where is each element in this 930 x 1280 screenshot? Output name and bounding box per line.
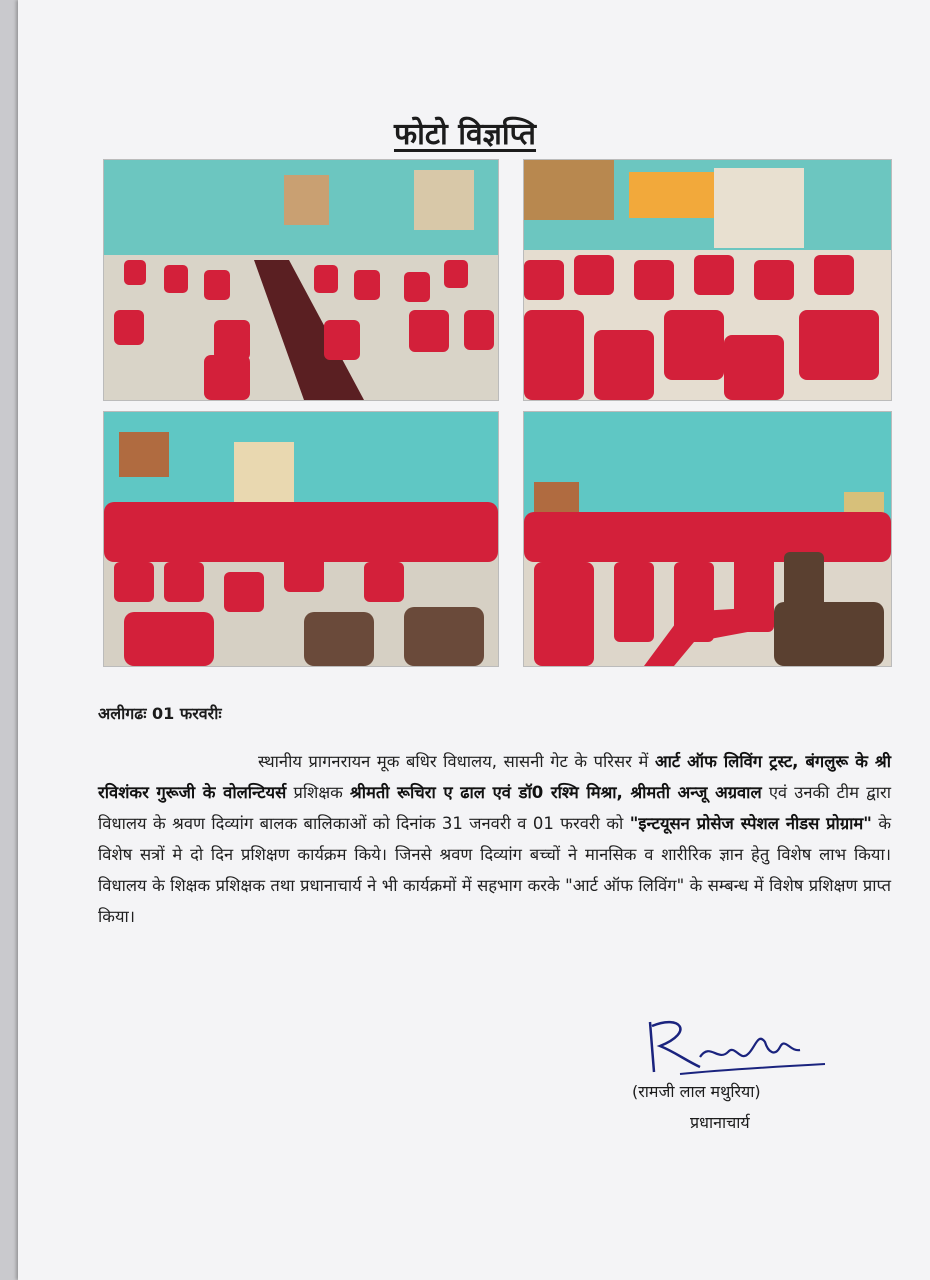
body-text-2: प्रशिक्षक (293, 783, 343, 802)
body-bold-1: आर्ट ऑफ लिविंग ट्रस्ट, बंगलुरू के श्री रविशंकर गुरूजी के वोलन्टियर्स (98, 752, 891, 802)
photo-students-facing-trainers (523, 159, 892, 401)
photo-students-standing-exercise (523, 411, 892, 667)
dateline: अलीगढः 01 फरवरीः (98, 704, 222, 723)
press-note-body (98, 746, 891, 932)
body-bold-3: "इन्टयूसन प्रोसेज स्पेशल नीडस प्रोग्राम" (629, 814, 872, 833)
signatory-name: (रामजी लाल मथुरिया) (632, 1082, 761, 1101)
page-edge (0, 0, 18, 1280)
photo-students-exercise-hall (103, 411, 499, 667)
body-text-4: के विशेष सत्रों मे दो दिन प्रशिक्षण कार्यक्रम किये। जिनसे श्रवण दिव्यांग बच्चों ने मानसिक व शारीरिक ज्ञान हेतु विशेष लाभ किया। विधालय के शिक्षक प्रशिक्षक तथा प्रधानाचार्य ने भी कार्यक्रमों में सहभाग करके "आर्ट ऑफ लिविंग" के सम्बन्ध में विशेष प्रशिक्षण प्राप्त किया। (98, 814, 891, 926)
body-text-3: एवं उनकी टीम द्वारा विधालय के श्रवण दिव्यांग बालक बालिकाओं को दिनांक 31 जनवरी व 01 फरवरी को (98, 783, 892, 833)
document-title: फोटो विज्ञप्ति (393, 117, 537, 152)
signatory-designation: प्रधानाचार्य (690, 1113, 750, 1132)
body-bold-2: श्रीमती रूचिरा ए ढाल एवं डॉ0 रश्मि मिश्रा, श्रीमती अन्जू अग्रवाल (350, 783, 762, 802)
body-text-1: स्थानीय प्रागनरायन मूक बधिर विधालय, सासनी गेट के परिसर में (258, 752, 649, 771)
photo-students-sitting-on-mats (103, 159, 499, 401)
